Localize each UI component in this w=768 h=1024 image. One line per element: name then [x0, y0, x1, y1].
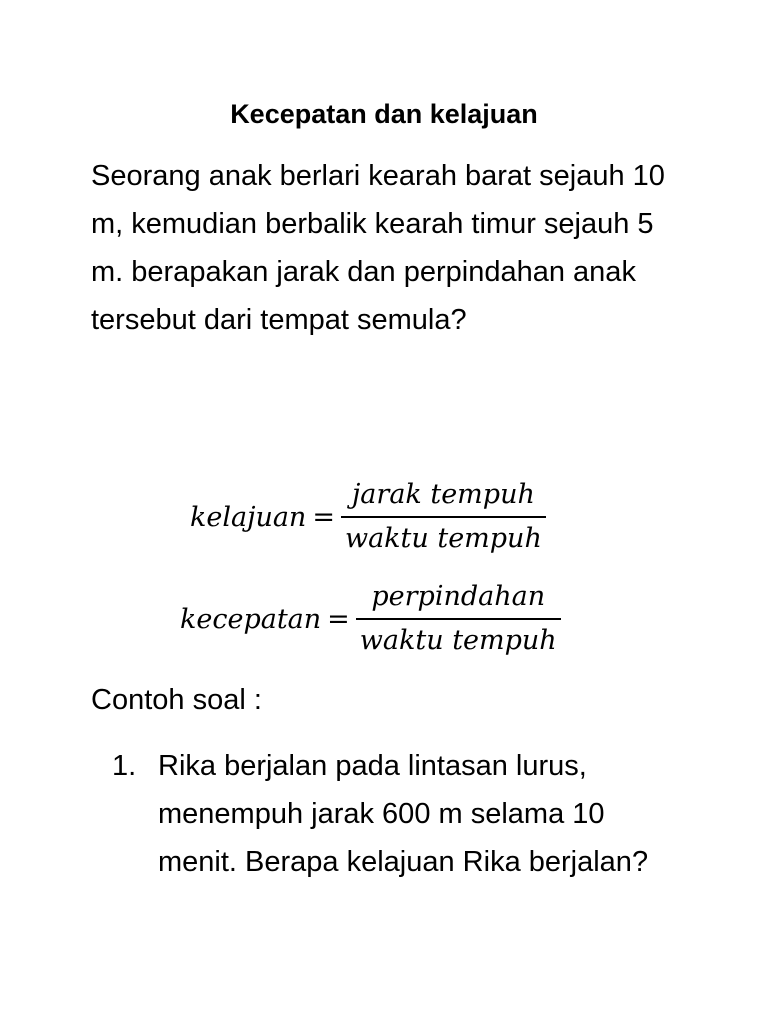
fraction	[341, 478, 546, 556]
equals-sign: =	[312, 501, 335, 533]
list-item-text: Rika berjalan pada lintasan lurus, menempuh jarak 600 m selama 10 menit. Berapa kelajuan Rika berjalan?	[158, 750, 649, 878]
formula-lhs: kecepatan	[180, 603, 322, 635]
equals-sign: =	[327, 603, 350, 635]
formula-lhs: kelajuan	[190, 501, 307, 533]
fraction	[356, 580, 561, 658]
example-heading: Contoh soal :	[91, 684, 262, 716]
fraction-denominator: waktu tempuh	[359, 625, 557, 656]
fraction-numerator: jarak tempuh	[351, 479, 535, 510]
page-title: Kecepatan dan kelajuan	[230, 99, 538, 129]
fraction-numerator: perpindahan	[371, 581, 546, 612]
intro-paragraph: Seorang anak berlari kearah barat sejauh 10 m, kemudian berbalik kearah timur sejauh 5 m. berapakan jarak dan perpindahan anak tersebut dari tempat semula?	[91, 160, 665, 336]
formula-kecepatan	[180, 580, 561, 658]
formula-kelajuan	[190, 478, 546, 556]
example-list	[112, 742, 692, 886]
list-item	[112, 742, 692, 886]
list-item-number: 1.	[112, 750, 137, 782]
fraction-denominator: waktu tempuh	[344, 523, 542, 554]
